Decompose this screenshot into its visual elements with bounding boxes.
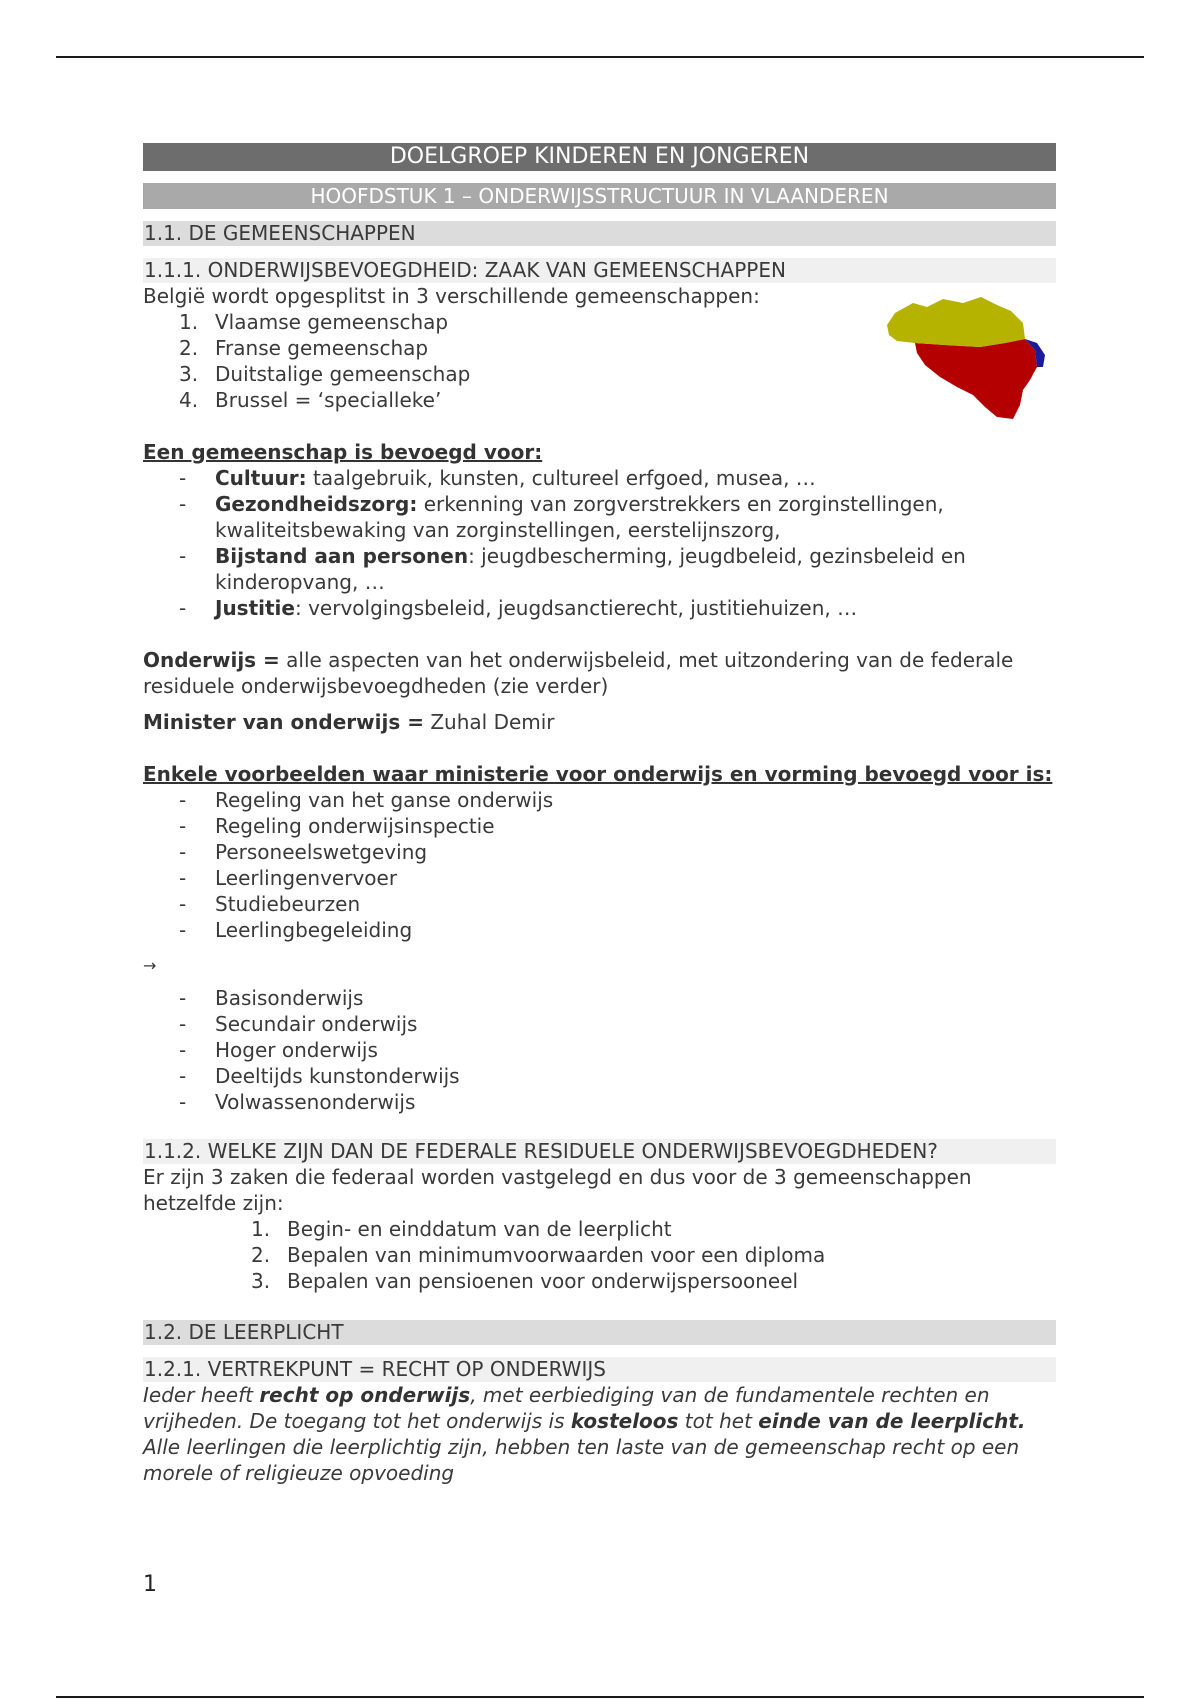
wallonia-region (915, 339, 1037, 419)
list-item: - Secundair onderwijs (179, 1012, 418, 1036)
list-item: - Personeelswetgeving (179, 840, 428, 864)
list-item: 4. Brussel = ‘specialleke’ (179, 388, 442, 412)
page-number: 1 (143, 1572, 157, 1597)
list-item: - Leerlingenvervoer (179, 866, 398, 890)
document-title: DOELGROEP KINDEREN EN JONGEREN (143, 143, 1056, 171)
niveaus-list (143, 985, 1056, 1115)
section-heading-1-1-2: 1.1.2. WELKE ZIJN DAN DE FEDERALE RESIDUELE ONDERWIJSBEVOEGDHEDEN? (143, 1139, 1056, 1164)
list-item: - Justitie: vervolgingsbeleid, jeugdsanctierecht, justitiehuizen, … (179, 596, 858, 620)
document-page (143, 143, 1056, 1486)
flanders-region (887, 297, 1025, 347)
list-item: - Regeling onderwijsinspectie (179, 814, 495, 838)
arrow-icon: → (143, 956, 157, 975)
list-item: - Studiebeurzen (179, 892, 361, 916)
list-item: 2. Franse gemeenschap (179, 336, 429, 360)
federal-list (143, 1216, 1056, 1294)
list-item: - Leerlingbegeleiding (179, 918, 413, 942)
list-item: - Gezondheidszorg: erkenning van zorgverstrekkers en zorginstellingen, kwaliteitsbewaking van zorginstellingen, eerstelijnszorg, (179, 492, 944, 542)
recht-op-onderwijs-text: Ieder heeft recht op onderwijs, met eerbiediging van de fundamentele rechten en vrijheden. De toegang tot het onderwijs is kosteloos tot het einde van de leerplicht. Alle leerlingen die leerplichtig zijn, hebben ten laste van de gemeenschap recht op een morele of religieuze opvoeding (143, 1383, 1026, 1485)
voorbeelden-title: Enkele voorbeelden waar ministerie voor onderwijs en vorming bevoegd voor is: (143, 762, 1053, 786)
list-item: - Regeling van het ganse onderwijs (179, 788, 554, 812)
minister-line: Minister van onderwijs = Zuhal Demir (143, 710, 555, 734)
belgium-map-icon (885, 295, 1050, 425)
section-heading-1-1-1: 1.1.1. ONDERWIJSBEVOEGDHEID: ZAAK VAN GEMEENSCHAPPEN (143, 258, 1056, 283)
chapter-title: HOOFDSTUK 1 – ONDERWIJSSTRUCTUUR IN VLAANDEREN (143, 183, 1056, 209)
voorbeelden-list (143, 787, 1056, 943)
footer-rule (56, 1696, 1144, 1698)
list-item: 2. Bepalen van minimumvoorwaarden voor een diploma (251, 1243, 826, 1267)
bevoegd-title: Een gemeenschap is bevoegd voor: (143, 440, 543, 464)
list-item: 3. Duitstalige gemeenschap (179, 362, 471, 386)
onderwijs-definition: Onderwijs = alle aspecten van het onderwijsbeleid, met uitzondering van de federale residuele onderwijsbevoegdheden (zie verder) (143, 648, 1014, 698)
list-item: - Cultuur: taalgebruik, kunsten, cultureel erfgoed, musea, … (179, 466, 816, 490)
federal-intro: Er zijn 3 zaken die federaal worden vastgelegd en dus voor de 3 gemeenschappen hetzelfde zijn: (143, 1165, 972, 1215)
header-rule (56, 56, 1144, 58)
section-heading-1-2: 1.2. DE LEERPLICHT (143, 1320, 1056, 1345)
list-item: - Basisonderwijs (179, 986, 364, 1010)
intro-text: België wordt opgesplitst in 3 verschillende gemeenschappen: (143, 284, 760, 308)
list-item: - Hoger onderwijs (179, 1038, 378, 1062)
section-heading-1-2-1: 1.2.1. VERTREKPUNT = RECHT OP ONDERWIJS (143, 1357, 1056, 1382)
list-item: - Bijstand aan personen: jeugdbescherming, jeugdbeleid, gezinsbeleid en kinderopvang, … (179, 544, 966, 594)
list-item: - Deeltijds kunstonderwijs (179, 1064, 460, 1088)
list-item: 1. Vlaamse gemeenschap (179, 310, 449, 334)
bevoegd-list (143, 465, 1056, 621)
list-item: 3. Bepalen van pensioenen voor onderwijspersooneel (251, 1269, 799, 1293)
list-item: 1. Begin- en einddatum van de leerplicht (251, 1217, 672, 1241)
section-heading-1-1: 1.1. DE GEMEENSCHAPPEN (143, 221, 1056, 246)
list-item: - Volwassenonderwijs (179, 1090, 416, 1114)
